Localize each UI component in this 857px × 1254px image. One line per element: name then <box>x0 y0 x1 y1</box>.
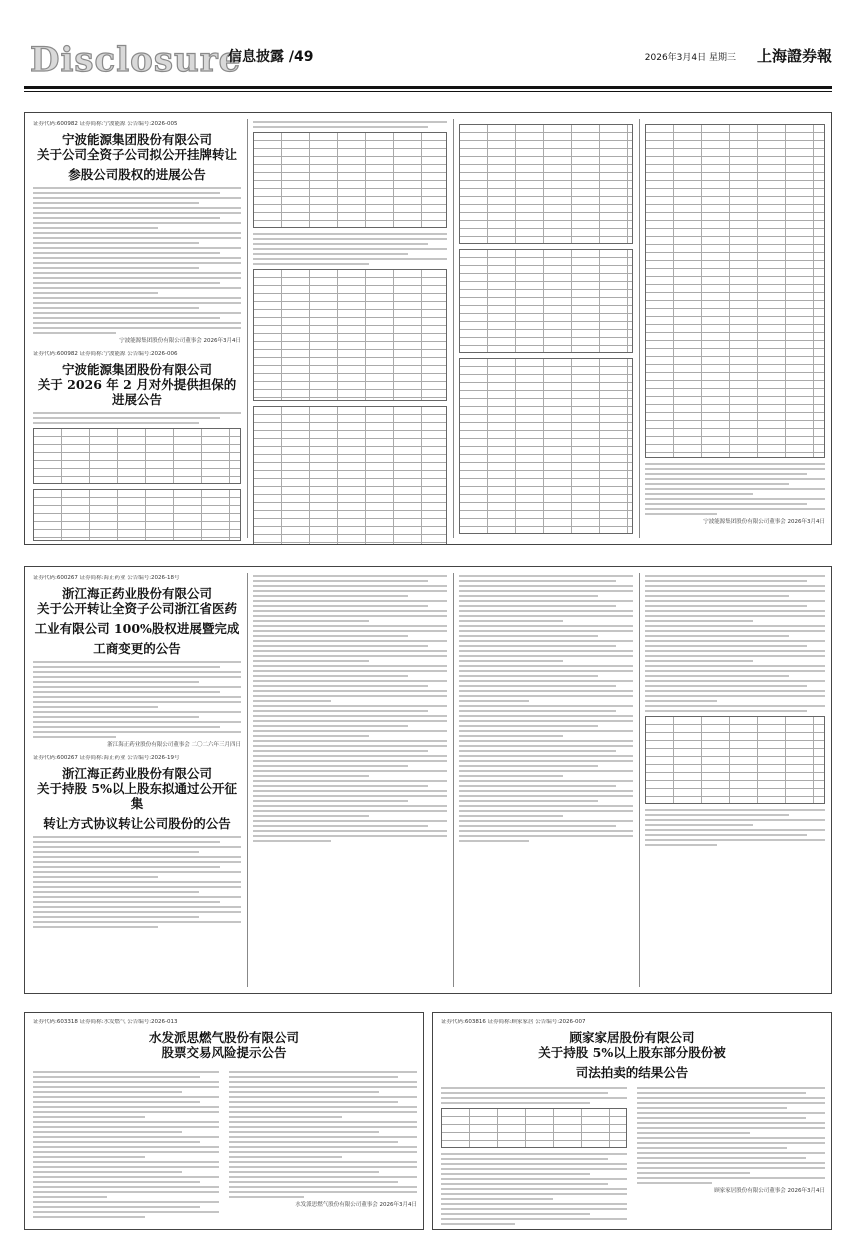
notice-title-line: 关于公开转让全资子公司浙江省医药 <box>36 601 237 616</box>
notice-title-line: 转让方式协议转让公司股份的公告 <box>43 816 231 831</box>
body-text <box>441 1087 627 1104</box>
data-table <box>459 358 633 534</box>
notice-signature: 宁波能源集团股份有限公司董事会 2026年3月4日 <box>703 519 825 525</box>
brand-wordmark: Disclosure <box>30 40 242 80</box>
data-table <box>459 249 633 353</box>
masthead-rule <box>24 86 832 89</box>
notice-title-line: 参股公司股权的进展公告 <box>68 167 206 182</box>
notice-panel-hisun-pharma <box>24 566 832 994</box>
body-text <box>33 836 241 928</box>
notice-signature: 顾家家居股份有限公司董事会 2026年3月4日 <box>714 1188 825 1194</box>
column-4 <box>645 567 825 993</box>
notice-header: 证券代码:603816 证券简称:顾家家居 公告编号:2026-007 <box>441 1019 586 1025</box>
notice-title-line: 关于 2026 年 2 月对外提供担保的进展公告 <box>37 377 237 407</box>
data-table <box>253 406 447 544</box>
column-3 <box>459 113 633 544</box>
notice-panel-kuka-home <box>432 1012 832 1230</box>
notice-signature: 浙江海正药业股份有限公司董事会 二〇二六年三月四日 <box>107 742 241 748</box>
body-text <box>637 1087 825 1184</box>
body-text <box>253 233 447 265</box>
body-text <box>33 187 241 334</box>
notice-header: 证券代码:600982 证券简称:宁波能源 公告编号:2026-005 <box>33 121 178 127</box>
notice-header: 证券代码:600982 证券简称:宁波能源 公告编号:2026-006 <box>33 351 178 357</box>
column-1 <box>33 1071 219 1229</box>
notice-company: 顾家家居股份有限公司 <box>569 1030 695 1045</box>
column-4 <box>645 113 825 544</box>
notice-title-line: 关于持股 5%以上股东拟通过公开征集 <box>37 781 237 811</box>
section-title: 信息披露 /49 <box>228 49 314 65</box>
notice-signature: 宁波能源集团股份有限公司董事会 2026年3月4日 <box>119 338 241 344</box>
body-text <box>645 463 825 515</box>
notice-title-line: 工业有限公司 100%股权进展暨完成 <box>34 621 240 636</box>
notice-title-line: 关于公司全资子公司拟公开挂牌转让 <box>36 147 237 162</box>
notice-header: 证券代码:600267 证券简称:海正药业 公告编号:2026-18号 <box>33 575 180 581</box>
body-text <box>441 1153 627 1225</box>
column-divider <box>453 573 454 987</box>
notice-company: 浙江海正药业股份有限公司 <box>61 766 212 781</box>
column-divider <box>247 119 248 538</box>
data-table <box>441 1108 627 1148</box>
body-text <box>253 121 447 128</box>
notice-company: 水发派思燃气股份有限公司 <box>148 1030 299 1045</box>
notice-panel-ningbo-energy <box>24 112 832 545</box>
column-2 <box>229 1071 417 1229</box>
notice-company: 宁波能源集团股份有限公司 <box>61 362 212 377</box>
column-1 <box>441 1087 627 1229</box>
data-table <box>33 489 241 541</box>
body-text <box>645 809 825 846</box>
column-2 <box>253 567 447 993</box>
body-text <box>645 575 825 712</box>
notice-header: 证券代码:603318 证券简称:水发燃气 公告编号:2026-013 <box>33 1019 178 1025</box>
column-divider <box>639 573 640 987</box>
body-text <box>229 1071 417 1198</box>
column-1 <box>33 113 241 544</box>
notice-title-line: 工商变更的公告 <box>93 641 181 656</box>
body-text <box>33 1071 219 1218</box>
column-2 <box>637 1087 825 1229</box>
data-table <box>645 124 825 458</box>
notice-title-line: 股票交易风险提示公告 <box>161 1045 287 1060</box>
data-table <box>645 716 825 804</box>
notice-signature: 水发派思燃气股份有限公司董事会 2026年3月4日 <box>295 1202 417 1208</box>
column-1 <box>33 567 241 993</box>
notice-header: 证券代码:600267 证券简称:海正药业 公告编号:2026-19号 <box>33 755 180 761</box>
notice-title-line: 司法拍卖的结果公告 <box>575 1065 689 1080</box>
body-text <box>33 661 241 738</box>
data-table <box>459 124 633 244</box>
column-divider <box>639 119 640 538</box>
data-table <box>253 269 447 401</box>
masthead <box>24 38 832 86</box>
column-divider <box>453 119 454 538</box>
notice-title-line: 关于持股 5%以上股东部分股份被 <box>538 1045 726 1060</box>
body-text <box>459 575 633 842</box>
column-2 <box>253 113 447 544</box>
notice-company: 浙江海正药业股份有限公司 <box>61 586 212 601</box>
notice-panel-shuifa-gas <box>24 1012 424 1230</box>
newspaper-name: 上海證券報 <box>756 47 832 65</box>
masthead-rule-thin <box>24 91 832 92</box>
notice-company: 宁波能源集团股份有限公司 <box>61 132 212 147</box>
column-3 <box>459 567 633 993</box>
data-table <box>33 428 241 484</box>
data-table <box>253 132 447 228</box>
publication-date: 2026年3月4日 星期三 <box>644 53 736 63</box>
column-divider <box>247 573 248 987</box>
body-text <box>33 412 241 424</box>
body-text <box>253 575 447 842</box>
